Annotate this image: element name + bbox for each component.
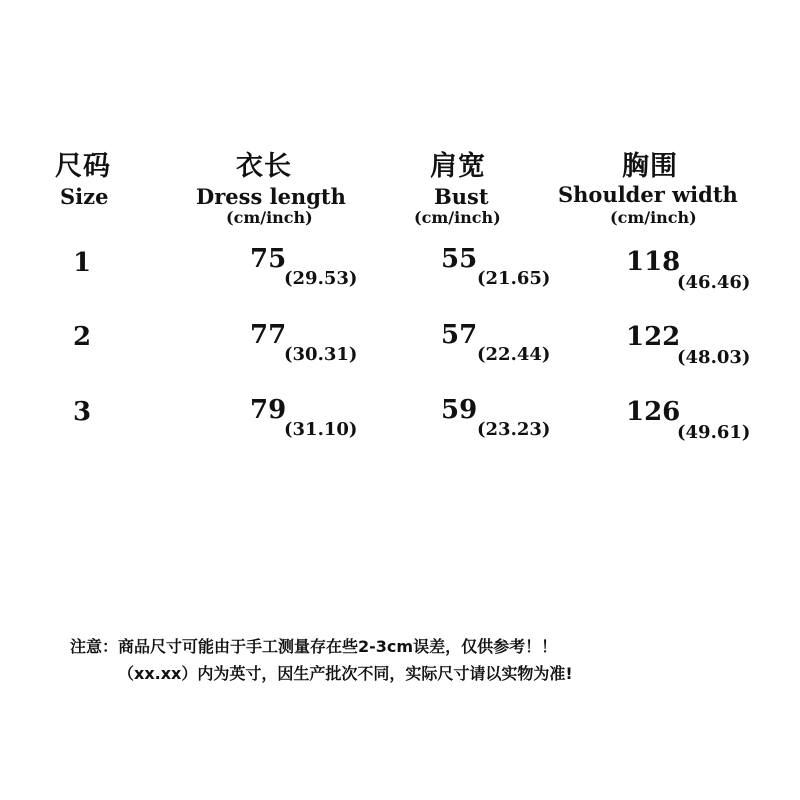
chest-cm: 118 <box>626 247 681 277</box>
length-header-cn: 衣长 <box>236 151 292 182</box>
length-inch: (31.10) <box>284 419 358 440</box>
bust-header-en: Bust <box>434 184 489 209</box>
length-inch: (30.31) <box>284 344 358 365</box>
chest-cm: 122 <box>626 322 681 352</box>
length-cm: 79 <box>250 395 287 425</box>
length-inch: (29.53) <box>284 268 358 289</box>
chest-inch: (48.03) <box>677 347 751 368</box>
length-cm: 77 <box>250 320 287 350</box>
length-cm: 75 <box>250 244 287 274</box>
bust-header-cn: 肩宽 <box>430 151 486 182</box>
chest-header-en: Shoulder width <box>558 182 738 207</box>
length-header-en: Dress length <box>196 184 346 209</box>
bust-cm: 59 <box>441 395 478 425</box>
bust-inch: (21.65) <box>477 268 551 289</box>
bust-inch: (22.44) <box>477 344 551 365</box>
chest-header-unit: (cm/inch) <box>610 208 697 227</box>
chest-inch: (46.46) <box>677 272 751 293</box>
bust-inch: (23.23) <box>477 419 551 440</box>
bust-cm: 55 <box>441 244 478 274</box>
bust-header-unit: (cm/inch) <box>414 208 501 227</box>
bust-cm: 57 <box>441 320 478 350</box>
size-value: 3 <box>73 397 92 427</box>
chest-cm: 126 <box>626 397 681 427</box>
length-header-unit: (cm/inch) <box>226 208 313 227</box>
note-line-2: （xx.xx）内为英寸，因生产批次不同，实际尺寸请以实物为准! <box>118 664 573 683</box>
chest-inch: (49.61) <box>677 422 751 443</box>
note-line-1: 注意：商品尺寸可能由于手工测量存在些2-3cm误差，仅供参考！！ <box>70 637 558 656</box>
size-header-cn: 尺码 <box>55 151 111 182</box>
size-value: 1 <box>73 248 92 278</box>
size-header-en: Size <box>60 184 109 209</box>
chest-header-cn: 胸围 <box>622 151 678 182</box>
size-value: 2 <box>73 322 92 352</box>
